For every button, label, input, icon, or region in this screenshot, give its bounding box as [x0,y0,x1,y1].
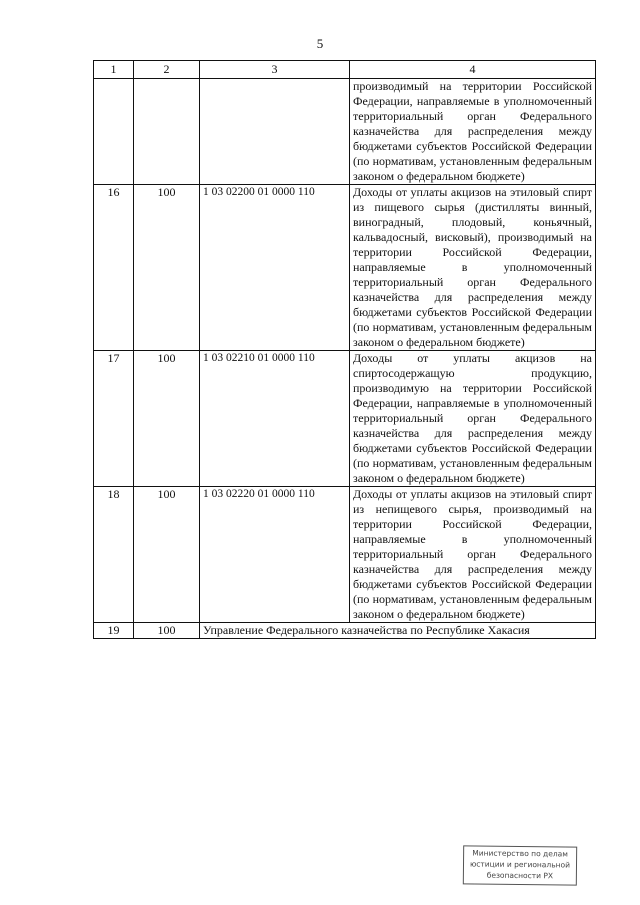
stamp-line: Министерство по делам [472,848,568,859]
budget-code [200,79,350,185]
budget-code: 1 03 02200 01 0000 110 [200,185,350,351]
row-number: 17 [94,351,134,487]
header-col-1: 1 [94,61,134,79]
row-number: 19 [94,623,134,639]
header-col-3: 3 [200,61,350,79]
budget-code: 1 03 02220 01 0000 110 [200,487,350,623]
stamp-line: безопасности РХ [486,870,554,881]
admin-code [134,79,200,185]
row-description: Доходы от уплаты акцизов на спиртосодержащую продукцию, производимую на территории Российской Федерации, направляемые в уполномоченный территориальный орган Федерального казначейства для распределения между бюджетами субъектов Российской Федерации (по нормативам, установленным федеральным законом о федеральном бюджете) [350,351,596,487]
admin-code: 100 [134,185,200,351]
table-header-row [94,61,596,79]
stamp-line: юстиции и региональной [469,859,571,870]
row-description: производимый на территории Российской Федерации, направляемые в уполномоченный территориальный орган Федерального казначейства для распределения между бюджетами субъектов Российской Федерации (по нормативам, установленным федеральным законом о федеральном бюджете) [350,79,596,185]
ministry-stamp [463,845,577,885]
administrator-name: Управление Федерального казначейства по Республике Хакасия [200,623,596,639]
budget-code: 1 03 02210 01 0000 110 [200,351,350,487]
table-row [94,79,596,185]
admin-code: 100 [134,487,200,623]
table-row [94,623,596,639]
header-col-2: 2 [134,61,200,79]
row-number: 18 [94,487,134,623]
row-number [94,79,134,185]
admin-code: 100 [134,351,200,487]
table-row [94,487,596,623]
page-number: 5 [316,36,324,51]
row-description: Доходы от уплаты акцизов на этиловый спирт из непищевого сырья, производимый на территории Российской Федерации, направляемые в уполномоченный территориальный орган Федерального казначейства для распределения между бюджетами субъектов Российской Федерации (по нормативам, установленным федеральным законом о федеральном бюджете) [350,487,596,623]
table-row [94,185,596,351]
header-col-4: 4 [350,61,596,79]
table-row [94,351,596,487]
row-description: Доходы от уплаты акцизов на этиловый спирт из пищевого сырья (дистилляты винный, виноградный, плодовый, коньячный, кальвадосный, висковый), производимый на территории Российской Федерации, направляемые в уполномоченный территориальный орган Федерального казначейства для распределения между бюджетами субъектов Российской Федерации (по нормативам, установленным федеральным законом о федеральном бюджете) [350,185,596,351]
row-number: 16 [94,185,134,351]
revenue-table [93,60,596,639]
admin-code: 100 [134,623,200,639]
